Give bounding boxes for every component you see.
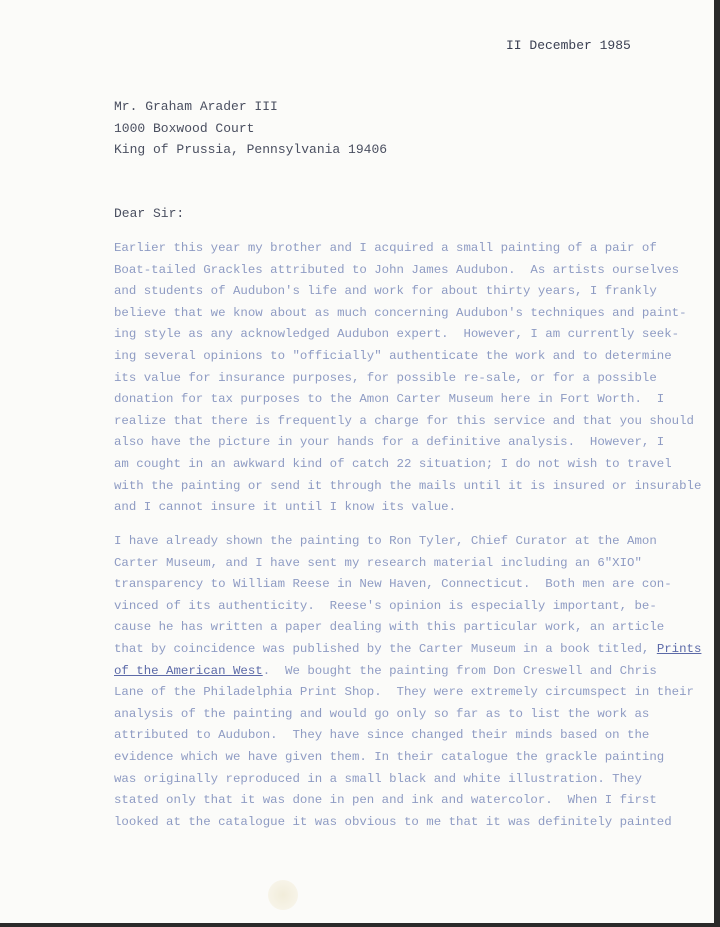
text-line: Carter Museum, and I have sent my research material including an 6"XIO" bbox=[114, 555, 642, 570]
paragraph-1 bbox=[114, 238, 701, 519]
text-line: donation for tax purposes to the Amon Carter Museum here in Fort Worth. I bbox=[114, 392, 665, 407]
text-line: cause he has written a paper dealing with this particular work, an article bbox=[114, 620, 665, 635]
text-line: realize that there is frequently a charge for this service and that you should bbox=[114, 413, 694, 428]
text-line bbox=[114, 639, 701, 661]
text-line bbox=[114, 661, 701, 683]
text-fragment: that by coincidence was published by the Carter Museum in a book titled, bbox=[114, 641, 657, 656]
text-line: Lane of the Philadelphia Print Shop. They were extremely circumspect in their bbox=[114, 685, 694, 700]
text-line: believe that we know about as much concerning Audubon's techniques and paint- bbox=[114, 305, 687, 320]
text-line: and students of Audubon's life and work for about thirty years, I frankly bbox=[114, 284, 657, 299]
text-line: vinced of its authenticity. Reese's opinion is especially important, be- bbox=[114, 598, 657, 613]
text-line: ing several opinions to "officially" authenticate the work and to determine bbox=[114, 348, 672, 363]
salutation: Dear Sir: bbox=[114, 206, 185, 221]
text-line: I have already shown the painting to Ron Tyler, Chief Curator at the Amon bbox=[114, 534, 657, 548]
watermark-stain bbox=[268, 880, 298, 910]
text-line: was originally reproduced in a small black and white illustration. They bbox=[114, 771, 642, 786]
paragraph-2 bbox=[114, 531, 701, 833]
text-line: transparency to William Reese in New Haven, Connecticut. Both men are con- bbox=[114, 577, 672, 592]
text-line: attributed to Audubon. They have since changed their minds based on the bbox=[114, 728, 650, 743]
text-line: evidence which we have given them. In their catalogue the grackle painting bbox=[114, 749, 665, 764]
text-line: with the painting or send it through the mails until it is insured or insurable bbox=[114, 478, 702, 493]
text-line: looked at the catalogue it was obvious to me that it was definitely painted bbox=[114, 814, 672, 829]
letter-date: II December 1985 bbox=[506, 38, 631, 53]
recipient-address bbox=[114, 96, 387, 161]
text-line: also have the picture in your hands for a definitive analysis. However, I bbox=[114, 435, 665, 450]
text-line: ing style as any acknowledged Audubon expert. However, I am currently seek- bbox=[114, 327, 680, 342]
scan-edge-right bbox=[714, 0, 720, 927]
text-line: Boat-tailed Grackles attributed to John James Audubon. As artists ourselves bbox=[114, 262, 680, 277]
book-title: of the American West bbox=[114, 663, 263, 678]
text-line: and I cannot insure it until I know its value. bbox=[114, 500, 457, 515]
text-fragment: . We bought the painting from Don Creswell and Chris bbox=[262, 663, 657, 678]
address-line: Mr. Graham Arader III bbox=[114, 99, 278, 114]
text-line: am cought in an awkward kind of catch 22 situation; I do not wish to travel bbox=[114, 456, 672, 471]
scan-edge-bottom bbox=[0, 923, 720, 927]
text-line: its value for insurance purposes, for possible re-sale, or for a possible bbox=[114, 370, 657, 385]
address-line: 1000 Boxwood Court bbox=[114, 120, 255, 136]
text-line: Earlier this year my brother and I acquired a small painting of a pair of bbox=[114, 241, 657, 255]
text-line: analysis of the painting and would go only so far as to list the work as bbox=[114, 706, 650, 721]
text-line: stated only that it was done in pen and ink and watercolor. When I first bbox=[114, 793, 657, 808]
address-line: King of Prussia, Pennsylvania 19406 bbox=[114, 142, 388, 157]
book-title: Prints bbox=[656, 641, 702, 656]
